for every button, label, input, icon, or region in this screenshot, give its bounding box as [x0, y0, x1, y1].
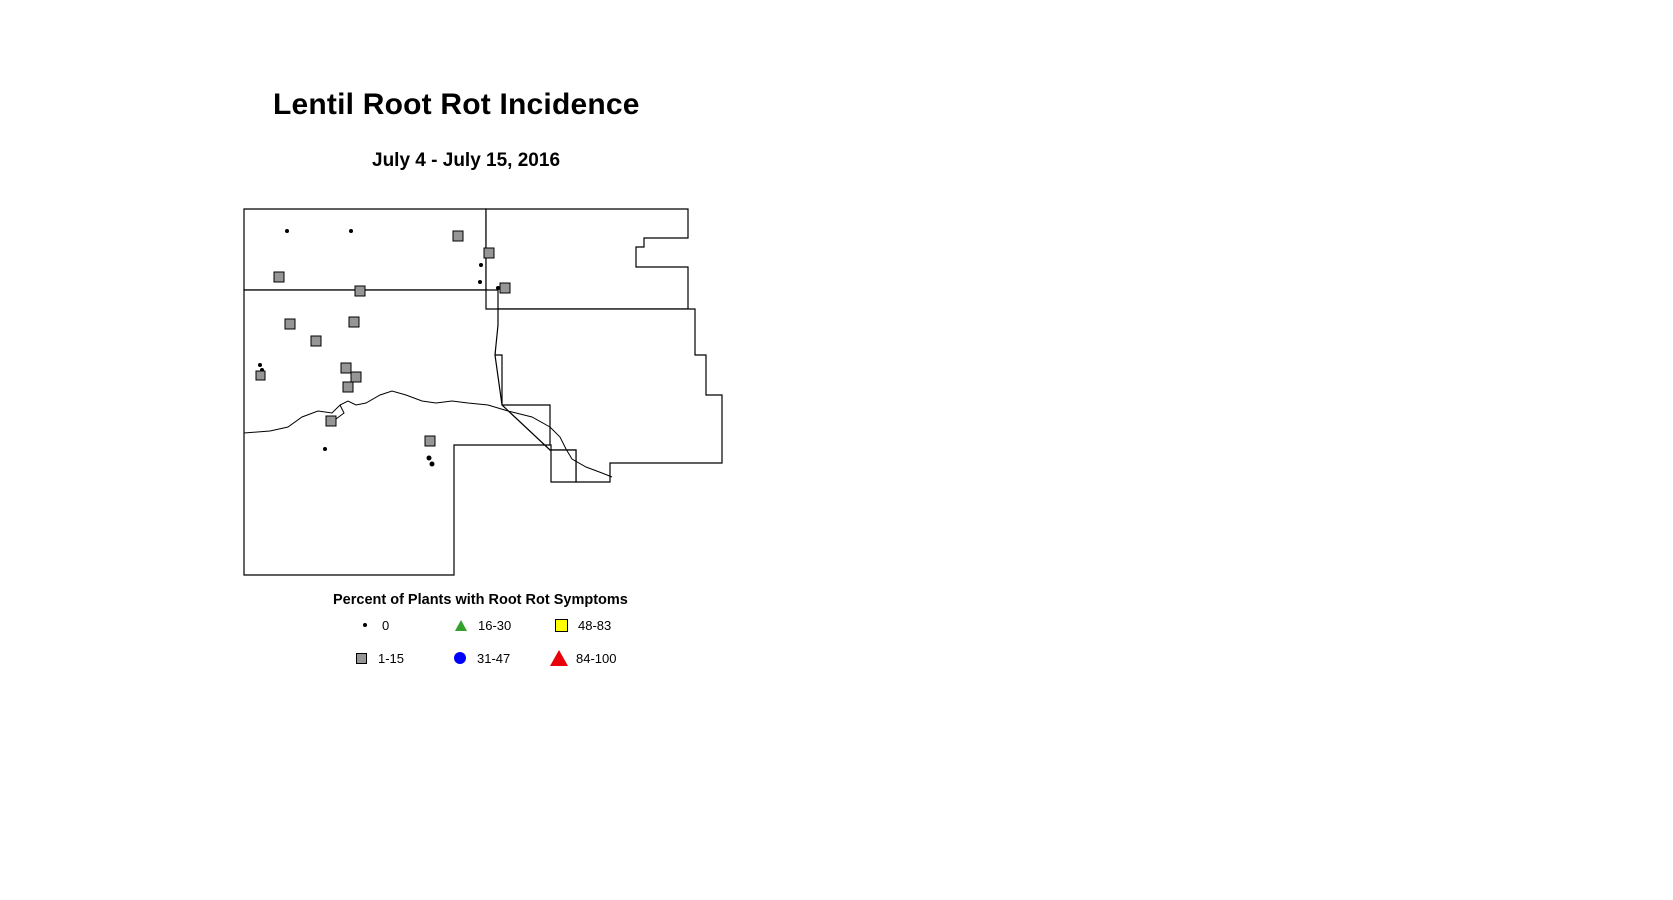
- sample-point: [430, 462, 435, 467]
- map-plot: [240, 205, 740, 590]
- red-triangle-icon: [548, 650, 570, 666]
- sample-point: [341, 363, 351, 373]
- map-boundaries: [244, 209, 722, 575]
- gray-square-icon: [350, 653, 372, 664]
- sample-point: [355, 286, 365, 296]
- sample-point: [349, 229, 353, 233]
- sample-point: [326, 416, 336, 426]
- sample-point: [311, 336, 321, 346]
- legend-title: Percent of Plants with Root Rot Symptoms: [333, 592, 628, 608]
- page-title: Lentil Root Rot Incidence: [273, 88, 640, 121]
- legend-label: 48-83: [578, 617, 612, 633]
- legend-label: 31-47: [477, 650, 511, 666]
- yellow-square-icon: [550, 619, 572, 632]
- sample-point: [496, 286, 500, 290]
- legend-item-1: [350, 648, 404, 668]
- legend-item-4: [550, 615, 611, 635]
- sample-point: [500, 283, 510, 293]
- legend: [330, 615, 690, 685]
- page-subtitle: July 4 - July 15, 2016: [372, 150, 561, 171]
- sample-point: [349, 317, 359, 327]
- green-triangle-icon: [450, 620, 472, 631]
- blue-circle-icon: [449, 652, 471, 664]
- sample-point: [285, 319, 295, 329]
- sample-point: [343, 382, 353, 392]
- sample-point: [453, 231, 463, 241]
- region-east: [495, 309, 722, 482]
- sample-point: [425, 436, 435, 446]
- legend-item-5: [548, 648, 616, 668]
- legend-item-3: [449, 648, 510, 668]
- sample-point: [274, 272, 284, 282]
- sample-point: [323, 447, 327, 451]
- sample-point: [427, 456, 432, 461]
- legend-label: 16-30: [478, 617, 512, 633]
- sample-point: [484, 248, 494, 258]
- legend-item-2: [450, 615, 511, 635]
- sample-point: [479, 263, 483, 267]
- sample-point: [285, 229, 289, 233]
- legend-item-0: [354, 615, 389, 635]
- sample-point: [351, 372, 361, 382]
- sample-point: [258, 363, 262, 367]
- region-northeast: [486, 209, 688, 309]
- small-black-dot-icon: [354, 623, 376, 627]
- legend-label: 1-15: [378, 650, 405, 666]
- legend-label: 84-100: [576, 650, 617, 666]
- sample-point: [256, 371, 265, 380]
- legend-label: 0: [382, 617, 390, 633]
- sample-point: [478, 280, 482, 284]
